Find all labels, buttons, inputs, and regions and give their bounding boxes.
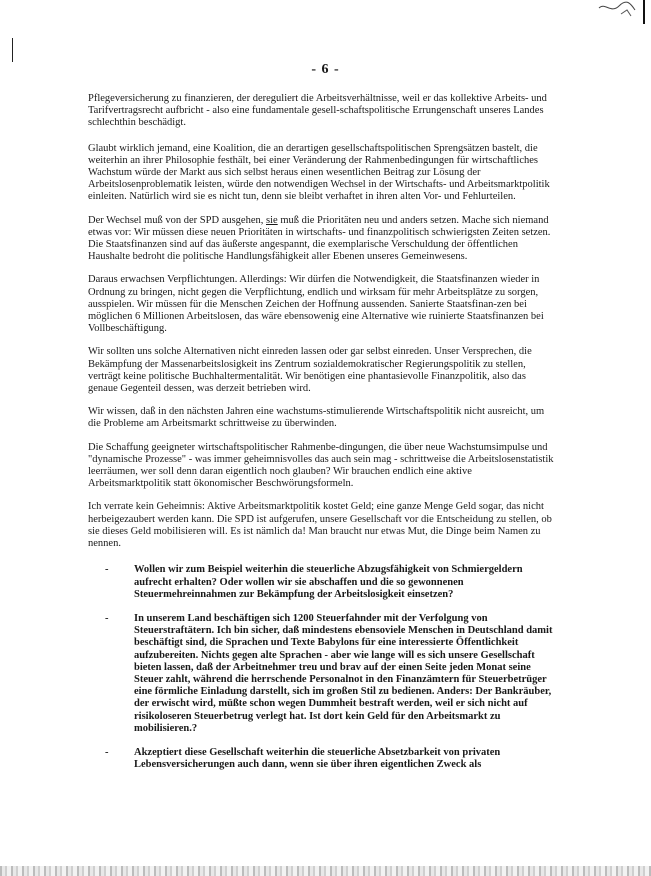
underlined-word: sie (266, 214, 278, 226)
paragraph: Ich verrate kein Geheimnis: Aktive Arbeitsmarktpolitik kostet Geld; eine ganze Menge Geld sogar, das nicht herbeigezaubert werden kann. Die SPD ist aufgerufen, unsere Gesellschaft vor die Entscheidung zu stellen, ob sie dieses Geld mobilisieren will. Es ist nämlich da! Man braucht nur etwas Mut, die Dinge beim Namen zu nennen. (88, 501, 552, 550)
paragraph: Wir sollten uns solche Alternativen nicht einreden lassen oder gar selbst einreden. Unser Versprechen, die Bekämpfung der Massenarbeitslosigkeit ins Zentrum sozialdemokratischer Regierungspolitik zu stellen, verträgt keine politische Buchhaltermentalität. Wir benötigen eine phantasievolle Finanzpolitik, also das genaue Gegenteil dessen, was derzeit betrieben wird. (88, 346, 532, 395)
paragraph (88, 215, 556, 264)
paragraph-text: Der Wechsel muß von der SPD ausgehen, (88, 214, 267, 226)
bullet-item (88, 613, 556, 735)
paragraph: Glaubt wirklich jemand, eine Koalition, die an derartigen gesellschaftspolitischen Sprengsätzen bastelt, die weiterhin an ihrer Philosophie festhält, bei einer Veränderung der Rahmenbedingungen für wirtschaftliches Wachstum würde der Markt aus sich selbst heraus einen wesentlichen Beitrag zur Lösung der Arbeitslosenproblematik leisten, würde den notwendigen Wechsel in der Wirtschafts- und Arbeitsmarktpolitik einleiten. Natürlich wird sie es nicht tun, denn sie bleibt verhaftet in ihren alten Vor- und Fehlurteilen. (88, 142, 550, 203)
bullet-dash: - (105, 612, 109, 624)
bullet-item (88, 747, 556, 771)
margin-mark (12, 38, 13, 62)
page-number: - 6 - (311, 62, 340, 77)
scan-edge (0, 866, 651, 876)
bullet-text: In unserem Land beschäftigen sich 1200 Steuerfahnder mit der Verfolgung von Steuerstraftätern. Ich bin sicher, daß mindestens ebensoviele Menschen in Deutschland damit beschäftigt sind, die Sprachen und Texte Babylons für eine interessierte Öffentlichkeit aufzubereiten. Nichts gegen alte Sprachen - aber wie lange will es sich unsere Gesellschaft bieten lassen, daß der Arbeitnehmer treu und brav auf der einen Seite jeden Monat seine Steuer zahlt, während die herrschende Personalnot in den Finanzämtern für Steuerbetrüger eine förmliche Einladung darstellt, sich im großen Stil zu bedienen. Anders: Der Bankräuber, der erwischt wird, müßte schon wegen Dummheit bestraft werden, weil er sich nicht auf risikoloseren Steuerbetrug verlegt hat. Ist dort kein Geld für den Arbeitsmarkt zu mobilisieren.? (134, 612, 553, 734)
bullet-text: Wollen wir zum Beispiel weiterhin die steuerliche Abzugsfähigkeit von Schmiergeldern aufrecht erhalten? Oder wollen wir sie abschaffen und die so gewonnenen Steuermehreinnahmen zur Bekämpfung der Arbeitslosigkeit einsetzen? (134, 564, 523, 600)
bullet-item (88, 564, 556, 601)
paragraph: Die Schaffung geeigneter wirtschaftspolitischer Rahmenbe-dingungen, die über neue Wachstumsimpulse und "dynamische Prozesse" - was immer geheimnisvolles das auch sein mag - schrittweise die Arbeitslosenstatistik leerräumen, wer soll denn daran eigentlich noch glauben? Wir brauchen endlich eine aktive Arbeitsmarktpolitik statt ökonomischer Beschwörungsformeln. (88, 441, 554, 490)
bullet-text: Akzeptiert diese Gesellschaft weiterhin die steuerliche Absetzbarkeit von privaten Lebensversicherungen auch dann, wenn sie über ihren eigentlichen Zweck als (134, 746, 501, 771)
body-text (88, 93, 556, 783)
paragraph-text: muß die Prioritäten neu und anders setzen. Mache sich niemand etwas vor: Wir müssen diese neuen Prioritäten in wirtschafts- und finanzpolitisch schwierigsten Zeiten setzen. Die Staatsfinanzen sind auf das äußerste angespannt, die exemplarische Verschuldung der öffentlichen Haushalte bedroht die politische Handlungsfähigkeit aller Ebenen unseres Gemeinwesens. (88, 214, 551, 263)
paragraph: Wir wissen, daß in den nächsten Jahren eine wachstums-stimulierende Wirtschaftspolitik nicht ausreicht, um die Probleme am Arbeitsmarkt schrittweise zu überwinden. (88, 406, 545, 430)
paragraph: Daraus erwachsen Verpflichtungen. Allerdings: Wir dürfen die Notwendigkeit, die Staatsfinanzen wieder in Ordnung zu bringen, nicht gegen die Verpflichtung, endlich und wirksam für mehr Arbeitsplätze zu sorgen, ausspielen. Wir müssen für die Menschen Zeichen der Hoffnung aussenden. Sanierte Staatsfinan-zen bei möglichen 6 Millionen Arbeitslosen, das wäre ebensowenig eine Alternative wie ruinierte Staatsfinanzen bei Vollbeschäftigung. (88, 274, 544, 335)
paragraph: Pflegeversicherung zu finanzieren, der dereguliert die Arbeitsverhältnisse, weil er das kollektive Arbeits- und Tarifvertragsrecht aufbricht - also eine fundamentale gesell-schaftspolitische Errungenschaft unseres Landes schlechthin beschädigt. (88, 93, 547, 129)
corner-scribble-mark (591, 0, 651, 28)
bullet-dash: - (105, 564, 109, 576)
bullet-dash: - (105, 746, 109, 758)
